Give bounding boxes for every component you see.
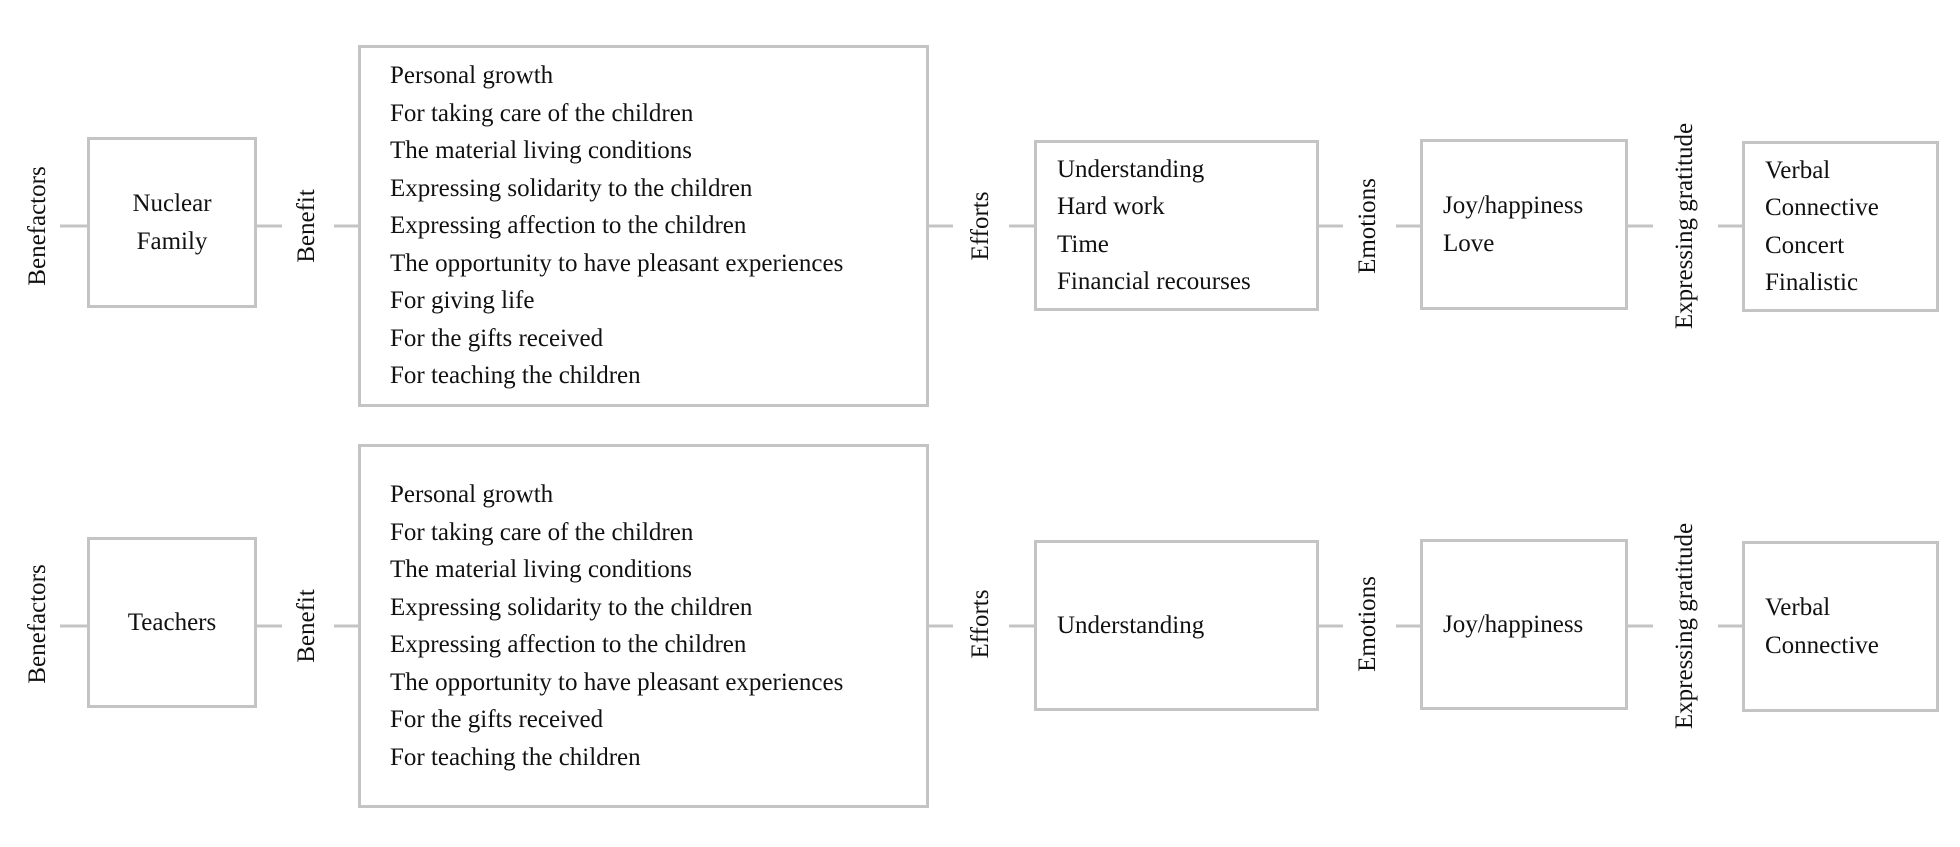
benefit-item: Expressing solidarity to the children [390,174,753,202]
benefit-label: Benefit [293,189,320,263]
effort-item: Time [1057,230,1109,258]
gratitude-item: Finalistic [1765,269,1859,296]
benefactor-line: Teachers [127,608,217,636]
effort-item: Hard work [1057,193,1165,220]
benefit-item: For giving life [390,287,535,315]
effort-item: Financial recourses [1057,268,1251,295]
benefit-item: For taking care of the children [390,518,694,546]
emotions-label: Emotions [1354,576,1381,672]
benefactor-line: Family [136,227,208,255]
benefit-item: For teaching the children [390,743,641,771]
benefactor-name [128,604,216,642]
effort-item: Understanding [1057,155,1205,183]
benefit-item: The opportunity to have pleasant experiences [390,249,844,277]
gratitude-item: Verbal [1765,156,1831,184]
benefits-box [358,444,929,808]
effort-item: Understanding [1057,611,1205,639]
emotions-box [1420,139,1628,310]
benefit-item: For taking care of the children [390,99,694,127]
gratitude-item: Connective [1765,631,1879,659]
emotions-box [1420,539,1628,710]
benefit-item: Expressing affection to the children [390,212,747,240]
emotion-item: Joy/happiness [1443,192,1584,219]
benefit-label: Benefit [293,589,320,663]
emotion-item: Joy/happiness [1443,610,1584,638]
benefit-item: Personal growth [390,62,554,90]
benefactors-label: Benefactors [24,564,51,684]
benefactor-name [132,185,211,260]
efforts-label: Efforts [967,191,994,261]
efforts-label: Efforts [967,589,994,659]
gratitude-box [1742,541,1939,712]
benefactors-label: Benefactors [24,166,51,286]
benefit-item: For teaching the children [390,362,641,390]
benefit-item: The material living conditions [390,556,693,583]
gratitude-item: Verbal [1765,594,1831,621]
benefit-item: Personal growth [390,481,554,508]
efforts-box [1034,540,1319,711]
benefactor-box [87,137,257,308]
benefit-item: For the gifts received [390,324,604,352]
benefit-item: Expressing solidarity to the children [390,593,753,621]
benefactor-line: Nuclear [132,190,212,217]
emotions-label: Emotions [1354,178,1381,274]
benefits-box [358,45,929,407]
benefit-item: The opportunity to have pleasant experiences [390,668,844,696]
expressing-gratitude-label: Expressing gratitude [1671,522,1698,730]
efforts-box [1034,140,1319,311]
expressing-gratitude-label: Expressing gratitude [1671,122,1698,330]
gratitude-box [1742,141,1939,312]
benefit-item: Expressing affection to the children [390,631,747,658]
gratitude-item: Concert [1765,231,1845,259]
benefactor-box [87,537,257,708]
benefit-item: The material living conditions [390,137,693,165]
gratitude-item: Connective [1765,194,1879,221]
emotion-item: Love [1443,229,1495,257]
benefit-item: For the gifts received [390,706,604,733]
